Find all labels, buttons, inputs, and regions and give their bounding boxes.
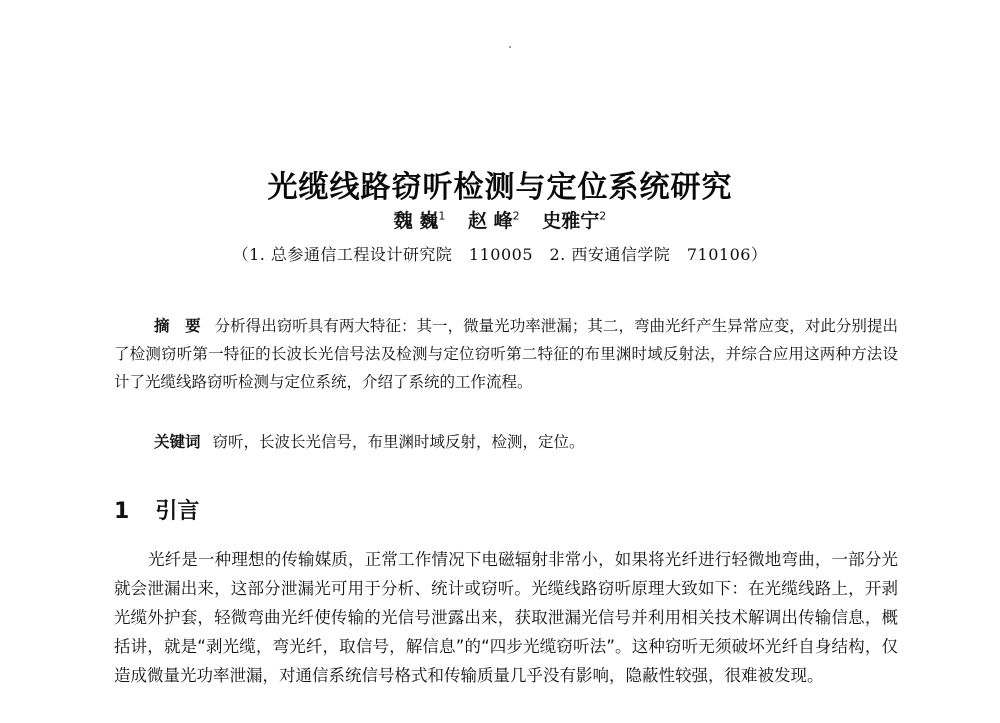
keywords bbox=[154, 430, 585, 452]
author-name: 魏 巍 bbox=[393, 210, 439, 232]
abstract bbox=[114, 312, 898, 396]
author bbox=[542, 210, 606, 232]
body-text bbox=[114, 545, 898, 690]
author bbox=[394, 210, 446, 232]
abstract-text: 分析得出窃听具有两大特征：其一，微量光功率泄漏；其二，弯曲光纤产生异常应变，对此分别提出了检测窃听第一特征的长波长光信号法及检测与定位窃听第二特征的布里渊时域反射法，并综合应用这两种方法设计了光缆线路窃听检测与定位系统，介绍了系统的工作流程。 bbox=[114, 317, 898, 391]
author-name: 史雅宁 bbox=[542, 210, 600, 232]
affiliation-line: （1. 总参通信工程设计研究院 110005 2. 西安通信学院 710106） bbox=[232, 245, 768, 264]
section-title: 引言 bbox=[155, 499, 200, 524]
scan-speck bbox=[509, 46, 511, 48]
affiliation-mark: 2 bbox=[599, 209, 607, 223]
section-heading bbox=[114, 494, 199, 525]
author bbox=[468, 210, 520, 232]
body-paragraph: 光纤是一种理想的传输媒质，正常工作情况下电磁辐射非常小，如果将光纤进行轻微地弯曲，一部分光就会泄漏出来，这部分泄漏光可用于分析、统计或窃听。光缆线路窃听原理大致如下：在光缆线路上，开剥光缆外护套，轻微弯曲光纤使传输的光信号泄露出来，获取泄漏光信号并利用相关技术解调出传输信息，概括讲，就是“剥光缆，弯光纤，取信号，解信息”的“四步光缆窃听法”。这种窃听无须破坏光纤自身结构，仅造成微量光功率泄漏，对通信系统信号格式和传输质量几乎没有影响，隐蔽性较强，很难被发现。 bbox=[114, 550, 898, 685]
keywords-label: 关键词 bbox=[154, 433, 201, 451]
paper-title: 光缆线路窃听检测与定位系统研究 bbox=[267, 170, 733, 205]
author-list bbox=[0, 206, 1000, 233]
affiliation-mark: 2 bbox=[512, 209, 520, 223]
keywords-text: 窃听，长波长光信号，布里渊时域反射，检测，定位。 bbox=[212, 433, 585, 451]
affiliation-mark: 1 bbox=[438, 209, 446, 223]
author-name: 赵 峰 bbox=[467, 210, 513, 232]
abstract-label: 摘 要 bbox=[154, 317, 201, 335]
section-number: 1 bbox=[114, 499, 130, 524]
